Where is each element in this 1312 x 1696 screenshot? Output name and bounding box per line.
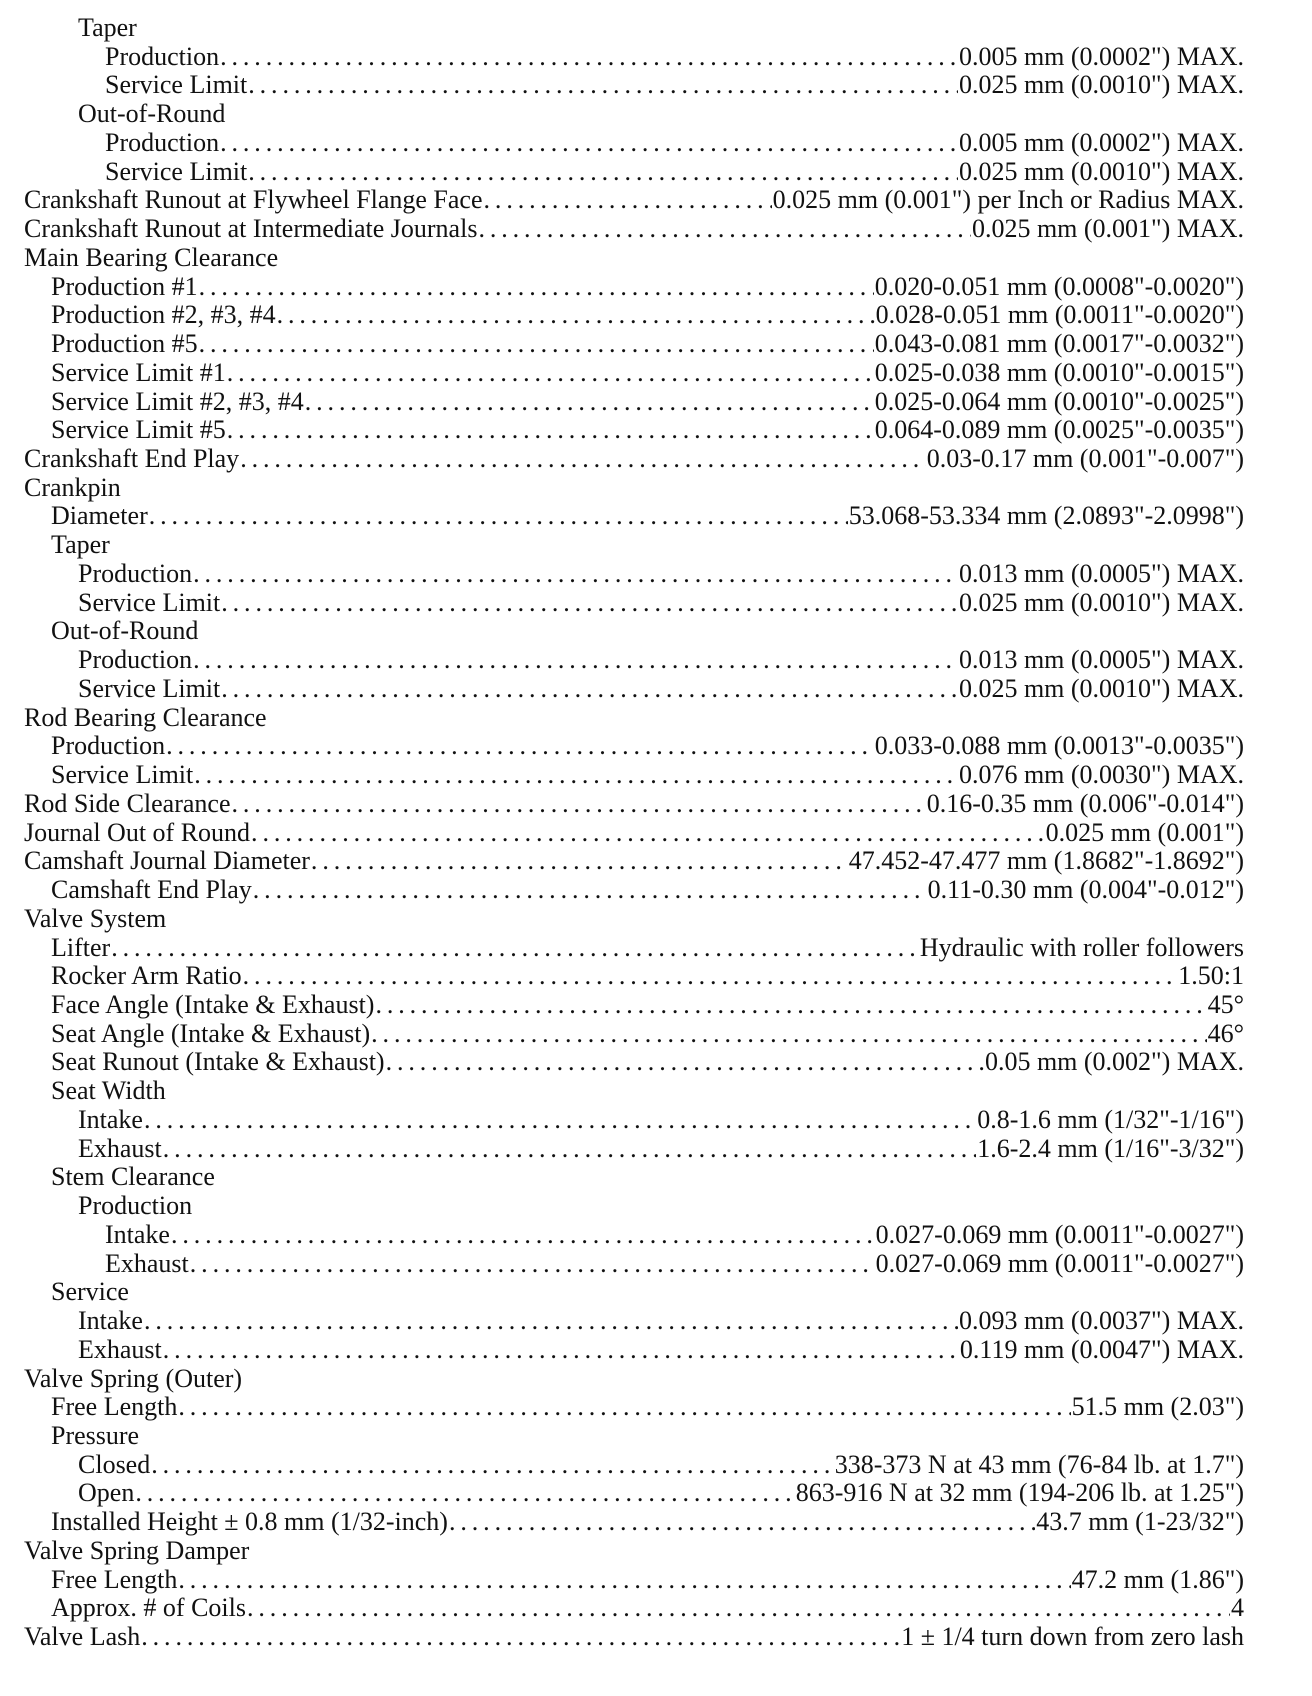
spec-label: Production <box>78 1191 193 1221</box>
spec-value: 0.025 mm (0.0010") MAX. <box>958 70 1244 100</box>
spec-value: 0.005 mm (0.0002") MAX. <box>958 127 1244 157</box>
spec-value: 51.5 mm (2.03") <box>1071 1392 1244 1422</box>
spec-value: 53.068-53.334 mm (2.0893"-2.0998") <box>848 501 1244 531</box>
dot-leader <box>149 502 848 531</box>
dot-leader <box>194 761 958 790</box>
spec-value: 0.025-0.038 mm (0.0010"-0.0015") <box>874 357 1244 387</box>
spec-row <box>24 1508 1244 1537</box>
spec-row <box>24 617 1244 646</box>
dot-leader <box>163 1336 959 1365</box>
spec-row <box>24 1106 1244 1135</box>
spec-label: Rocker Arm Ratio <box>51 961 242 991</box>
spec-value: 0.11-0.30 mm (0.004"-0.012") <box>927 875 1244 905</box>
spec-label: Intake <box>78 1104 143 1134</box>
dot-leader <box>277 301 875 330</box>
spec-row <box>24 790 1244 819</box>
spec-row <box>24 761 1244 790</box>
spec-row <box>24 1192 1244 1221</box>
spec-row <box>24 244 1244 273</box>
dot-leader <box>199 273 874 302</box>
spec-row <box>24 301 1244 330</box>
spec-label: Valve System <box>24 903 167 933</box>
spec-label: Service Limit <box>105 70 248 100</box>
spec-value: 0.16-0.35 mm (0.006"-0.014") <box>926 788 1244 818</box>
spec-row <box>24 991 1244 1020</box>
spec-value: 0.025 mm (0.001") <box>1045 817 1244 847</box>
spec-row <box>24 905 1244 934</box>
spec-label: Service Limit #2, #3, #4 <box>51 386 304 416</box>
spec-label: Seat Runout (Intake & Exhaust) <box>51 1047 385 1077</box>
spec-row <box>24 1393 1244 1422</box>
spec-row <box>24 445 1244 474</box>
spec-row <box>24 1451 1244 1480</box>
spec-value: 0.05 mm (0.002") MAX. <box>984 1047 1244 1077</box>
dot-leader <box>311 847 848 876</box>
spec-label: Valve Spring Damper <box>24 1535 250 1565</box>
spec-row <box>24 1278 1244 1307</box>
spec-label: Service Limit <box>105 156 248 186</box>
spec-label: Crankshaft End Play <box>24 444 240 474</box>
spec-label: Free Length <box>51 1564 178 1594</box>
spec-label: Free Length <box>51 1392 178 1422</box>
dot-leader <box>484 186 772 215</box>
specification-list <box>24 14 1244 1652</box>
spec-value: 0.033-0.088 mm (0.0013"-0.0035") <box>874 731 1244 761</box>
spec-row <box>24 1566 1244 1595</box>
spec-row <box>24 330 1244 359</box>
dot-leader <box>135 1479 794 1508</box>
spec-label: Service Limit <box>51 760 194 790</box>
spec-label: Production #2, #3, #4 <box>51 300 276 330</box>
spec-label: Valve Lash <box>24 1622 141 1652</box>
spec-label: Production <box>105 41 220 71</box>
spec-row <box>24 1623 1244 1652</box>
spec-label: Service Limit <box>78 587 221 617</box>
dot-leader <box>178 1393 1070 1422</box>
spec-row <box>24 1479 1244 1508</box>
spec-row <box>24 158 1244 187</box>
spec-label: Valve Spring (Outer) <box>24 1363 243 1393</box>
spec-row <box>24 847 1244 876</box>
spec-value: 1 ± 1/4 turn down from zero lash <box>901 1622 1244 1652</box>
dot-leader <box>386 1048 984 1077</box>
spec-label: Production #1 <box>51 271 198 301</box>
spec-value: 0.005 mm (0.0002") MAX. <box>958 41 1244 71</box>
spec-value: 0.093 mm (0.0037") MAX. <box>958 1306 1244 1336</box>
dot-leader <box>305 388 874 417</box>
dot-leader <box>251 819 1045 848</box>
spec-row <box>24 704 1244 733</box>
spec-value: 0.013 mm (0.0005") MAX. <box>958 645 1244 675</box>
spec-label: Intake <box>105 1219 170 1249</box>
spec-row <box>24 1250 1244 1279</box>
spec-value: 0.025 mm (0.001") MAX. <box>971 214 1244 244</box>
spec-label: Exhaust <box>78 1133 162 1163</box>
spec-value: 0.025 mm (0.0010") MAX. <box>958 587 1244 617</box>
spec-row <box>24 474 1244 503</box>
dot-leader <box>478 215 970 244</box>
spec-value: 0.025 mm (0.0010") MAX. <box>958 156 1244 186</box>
spec-label: Intake <box>78 1306 143 1336</box>
dot-leader <box>199 330 874 359</box>
spec-label: Service Limit #1 <box>51 357 226 387</box>
spec-row <box>24 531 1244 560</box>
spec-value: 0.028-0.051 mm (0.0011"-0.0020") <box>875 300 1244 330</box>
spec-value: 863-916 N at 32 mm (194-206 lb. at 1.25") <box>795 1478 1244 1508</box>
spec-value: 0.027-0.069 mm (0.0011"-0.0027") <box>875 1248 1244 1278</box>
spec-label: Out-of-Round <box>78 99 226 129</box>
dot-leader <box>178 1566 1070 1595</box>
spec-value: 0.020-0.051 mm (0.0008"-0.0020") <box>874 271 1244 301</box>
spec-value: 47.2 mm (1.86") <box>1071 1564 1244 1594</box>
spec-row <box>24 186 1244 215</box>
spec-label: Diameter <box>51 501 148 531</box>
spec-row <box>24 1594 1244 1623</box>
spec-row <box>24 215 1244 244</box>
spec-value: 0.013 mm (0.0005") MAX. <box>958 558 1244 588</box>
spec-row <box>24 1077 1244 1106</box>
spec-value: 46° <box>1207 1018 1244 1048</box>
spec-row <box>24 71 1244 100</box>
spec-label: Open <box>78 1478 135 1508</box>
spec-label: Crankpin <box>24 472 121 502</box>
spec-row <box>24 876 1244 905</box>
dot-leader <box>141 1623 900 1652</box>
spec-row <box>24 962 1244 991</box>
spec-label: Journal Out of Round <box>24 817 251 847</box>
spec-label: Crankshaft Runout at Intermediate Journals <box>24 214 478 244</box>
dot-leader <box>227 359 874 388</box>
spec-label: Production <box>78 558 193 588</box>
dot-leader <box>151 1451 834 1480</box>
spec-row <box>24 1537 1244 1566</box>
dot-leader <box>193 560 958 589</box>
spec-value: 0.025 mm (0.0010") MAX. <box>958 673 1244 703</box>
dot-leader <box>111 934 919 963</box>
spec-value: 4 <box>1231 1593 1244 1623</box>
spec-value: 0.119 mm (0.0047") MAX. <box>959 1334 1244 1364</box>
spec-value: 1.6-2.4 mm (1/16"-3/32") <box>977 1133 1244 1163</box>
dot-leader <box>144 1307 958 1336</box>
dot-leader <box>248 158 958 187</box>
spec-value: 0.027-0.069 mm (0.0011"-0.0027") <box>875 1219 1244 1249</box>
dot-leader <box>240 445 926 474</box>
spec-label: Closed <box>78 1449 151 1479</box>
spec-row <box>24 416 1244 445</box>
spec-row <box>24 732 1244 761</box>
spec-label: Service Limit <box>78 673 221 703</box>
spec-row <box>24 1365 1244 1394</box>
spec-value: 47.452-47.477 mm (1.8682"-1.8692") <box>848 846 1244 876</box>
dot-leader <box>243 962 1178 991</box>
spec-row <box>24 359 1244 388</box>
spec-value: 0.03-0.17 mm (0.001"-0.007") <box>926 444 1244 474</box>
spec-row <box>24 1221 1244 1250</box>
dot-leader <box>171 1221 875 1250</box>
spec-label: Production <box>105 127 220 157</box>
spec-label: Lifter <box>51 932 111 962</box>
spec-row <box>24 819 1244 848</box>
spec-label: Pressure <box>51 1420 140 1450</box>
spec-label: Production <box>78 645 193 675</box>
spec-value: 1.50:1 <box>1178 961 1244 991</box>
spec-label: Crankshaft Runout at Flywheel Flange Face <box>24 185 483 215</box>
dot-leader <box>247 1594 1230 1623</box>
spec-label: Exhaust <box>78 1334 162 1364</box>
spec-row <box>24 934 1244 963</box>
spec-row <box>24 14 1244 43</box>
spec-label: Service <box>51 1277 129 1307</box>
dot-leader <box>220 129 958 158</box>
spec-value: 43.7 mm (1-23/32") <box>1036 1507 1244 1537</box>
spec-row <box>24 1422 1244 1451</box>
spec-value: 45° <box>1207 989 1244 1019</box>
spec-label: Exhaust <box>105 1248 189 1278</box>
spec-row <box>24 1307 1244 1336</box>
spec-row <box>24 129 1244 158</box>
spec-label: Face Angle (Intake & Exhaust) <box>51 989 375 1019</box>
spec-value: 0.076 mm (0.0030") MAX. <box>958 760 1244 790</box>
spec-row <box>24 1135 1244 1164</box>
spec-label: Rod Bearing Clearance <box>24 702 267 732</box>
spec-row <box>24 560 1244 589</box>
dot-leader <box>375 991 1206 1020</box>
dot-leader <box>248 71 958 100</box>
spec-label: Installed Height ± 0.8 mm (1/32-inch) <box>51 1507 448 1537</box>
spec-row <box>24 589 1244 618</box>
spec-label: Production <box>51 731 166 761</box>
spec-row <box>24 273 1244 302</box>
spec-label: Out-of-Round <box>51 616 199 646</box>
spec-label: Taper <box>78 13 137 42</box>
dot-leader <box>220 43 958 72</box>
dot-leader <box>253 876 927 905</box>
dot-leader <box>232 790 926 819</box>
spec-value: 0.043-0.081 mm (0.0017"-0.0032") <box>874 329 1244 359</box>
dot-leader <box>221 675 958 704</box>
spec-value: 0.064-0.089 mm (0.0025"-0.0035") <box>874 415 1244 445</box>
dot-leader <box>163 1135 976 1164</box>
dot-leader <box>449 1508 1035 1537</box>
dot-leader <box>221 589 958 618</box>
spec-row <box>24 502 1244 531</box>
spec-row <box>24 646 1244 675</box>
dot-leader <box>166 732 874 761</box>
spec-label: Production #5 <box>51 329 198 359</box>
spec-label: Main Bearing Clearance <box>24 242 279 272</box>
spec-label: Rod Side Clearance <box>24 788 231 818</box>
spec-label: Camshaft Journal Diameter <box>24 846 310 876</box>
spec-label: Approx. # of Coils <box>51 1593 246 1623</box>
spec-label: Service Limit #5 <box>51 415 226 445</box>
spec-row <box>24 43 1244 72</box>
spec-value: Hydraulic with roller followers <box>919 932 1244 962</box>
spec-row <box>24 388 1244 417</box>
spec-row <box>24 1048 1244 1077</box>
spec-row <box>24 100 1244 129</box>
spec-label: Seat Angle (Intake & Exhaust) <box>51 1018 371 1048</box>
dot-leader <box>371 1020 1206 1049</box>
spec-label: Camshaft End Play <box>51 875 252 905</box>
spec-row <box>24 1020 1244 1049</box>
spec-row <box>24 675 1244 704</box>
spec-label: Taper <box>51 530 110 560</box>
spec-label: Seat Width <box>51 1076 166 1106</box>
spec-label: Stem Clearance <box>51 1162 215 1192</box>
spec-value: 0.8-1.6 mm (1/32"-1/16") <box>977 1104 1244 1134</box>
spec-value: 0.025 mm (0.001") per Inch or Radius MAX. <box>772 185 1244 215</box>
spec-value: 0.025-0.064 mm (0.0010"-0.0025") <box>874 386 1244 416</box>
dot-leader <box>193 646 958 675</box>
spec-row <box>24 1336 1244 1365</box>
dot-leader <box>227 416 874 445</box>
dot-leader <box>144 1106 976 1135</box>
spec-row <box>24 1163 1244 1192</box>
spec-value: 338-373 N at 43 mm (76-84 lb. at 1.7") <box>834 1449 1244 1479</box>
dot-leader <box>190 1250 875 1279</box>
